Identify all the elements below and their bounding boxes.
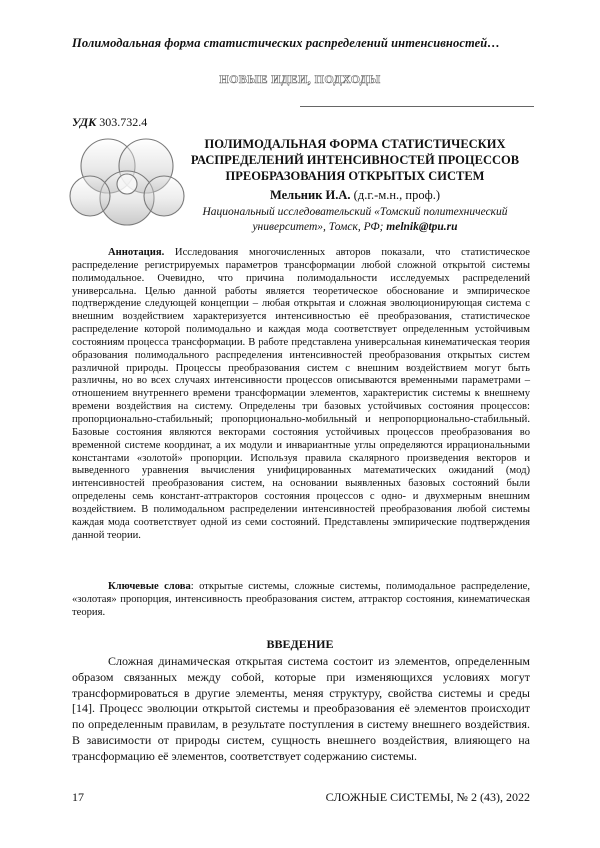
keywords-label: Ключевые слова [108,581,191,592]
keywords-text: : открытые системы, сложные системы, полимодальное распределение, «золотая» пропорция, интенсивность преобразования систем, аттрактор состояния, кинематическая теория. [72,581,530,618]
journal-footer: СЛОЖНЫЕ СИСТЕМЫ, № 2 (43), 2022 [325,790,530,804]
abstract-label: Аннотация. [108,247,165,258]
abstract-text: Исследования многочисленных авторов показали, что статистическое распределение регистрируемых параметров трансформации любой сложной открытой системы полимодальное. Очевидно, что причина полимодальности исследуемых распределений универсальна. Целью данной работы является теоретическое обоснование и эмпирическое подтверждение следующей концепции – любая открытая и сложная эволюционирующая система с внешним воздействием характеризуется интенсивностью её преобразования, статистическое распределение которой полимодально и каждая мода соответствует определенным устойчивым состояниям процесса трансформации. В работе представлена универсальная кинематическая теория образования полимодального распределения интенсивностей преобразования открытых систем различной природы. Процессы преобразования систем с внешним воздействием могут быть различны, но во всех случаях интенсивности процессов описываются временными параметрами – отношением внутреннего времени трансформации элементов, характеристик системы к внешнему времени воздействия на систему. Определены три базовых устойчивых состояния процессов: пропорционально-стабильный; пропорционально-мобильный и непропорционально-стабильный. Базовые состояния являются векторами состояния устойчивых процессов преобразования во временной системе координат, а их модули и инвариантные углы определяются иррациональными константами «золотой» пропорции. Используя правила скалярного произведения векторов и выведенного уравнения вычисления унифицированных математических ожиданий (мод) интенсивностей преобразования систем, на основании выявленных базовых состояний были определены семь констант-аттракторов состояния процессов с одно- и двухмерным внешним воздействием. В полимодальном распределении интенсивностей преобразования любой системы каждая мода соответствует одной из семи состояний. Представлены эмпирические подтверждения данной теории. [72,247,530,541]
section-heading-introduction: ВВЕДЕНИЕ [266,637,334,651]
affiliation-text: Национальный исследовательский «Томский политехнический университет», Томск, РФ; [202,206,508,233]
keywords [72,581,530,620]
page-number: 17 [72,790,84,804]
udk-label: УДК [72,115,97,129]
affiliation [190,205,520,235]
running-head: Полимодальная форма статистических распределений интенсивностей… [72,36,500,50]
udk-value: 303.732.4 [96,115,148,129]
udk-code [72,115,147,130]
journal-logo-icon [68,134,186,234]
header-rule [300,106,534,107]
section-tag: НОВЫЕ ИДЕИ, ПОДХОДЫ [219,72,381,86]
author-degree: (д.г.-м.н., проф.) [350,188,440,202]
abstract [72,247,530,542]
article-title: ПОЛИМОДАЛЬНАЯ ФОРМА СТАТИСТИЧЕСКИХ РАСПРЕДЕЛЕНИЙ ИНТЕНСИВНОСТЕЙ ПРОЦЕССОВ ПРЕОБРАЗОВАНИЯ ОТКРЫТЫХ СИСТЕМ [190,137,520,183]
author-line [190,188,520,203]
author-name: Мельник И.А. [270,188,351,202]
author-email[interactable]: melnik@tpu.ru [386,221,458,233]
introduction-paragraph: Сложная динамическая открытая система состоит из элементов, определенным образом связанных между собой, которые при изменяющихся условиях могут трансформироваться в другие элементы, меняя структуру, свойства системы и среды [14]. Процесс эволюции открытой системы и преобразования её элементов происходит по определенным правилам, в результате поступления в систему внешнего воздействия. В зависимости от природы систем, сущность внешнего воздействия, влияющего на трансформацию её элементов, соответствует содержанию системы. [72,654,530,763]
